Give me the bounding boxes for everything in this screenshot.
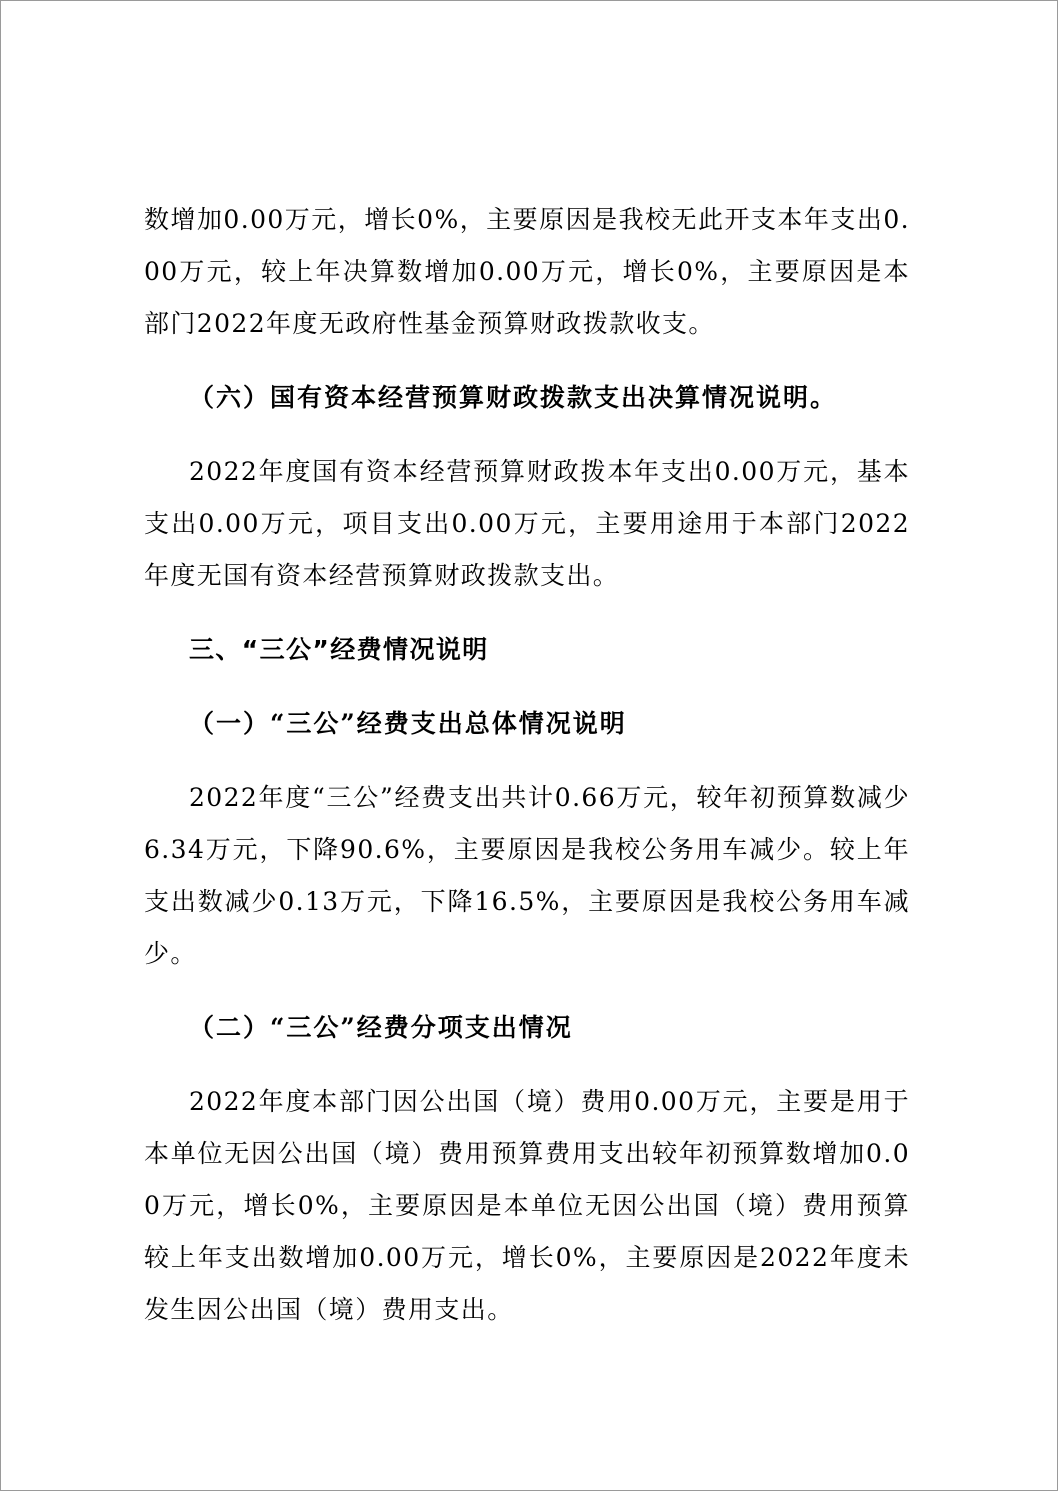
paragraph-overseas-travel: 2022年度本部门因公出国（境）费用0.00万元，主要是用于本单位无因公出国（境）费用预算费用支出较年初预算数增加0.00万元，增长0%，主要原因是本单位无因公出国（境）费用预算较上年支出数增加0.00万元，增长0%，主要原因是2022年度未发生因公出国（境）费用支出。: [144, 1087, 910, 1324]
subheading-three-public-overall: （一）“三公”经费支出总体情况说明: [189, 709, 627, 738]
subheading-state-capital-budget: （六）国有资本经营预算财政拨款支出决算情况说明。: [189, 383, 838, 412]
paragraph-state-capital-budget: 2022年度国有资本经营预算财政拨本年支出0.00万元，基本支出0.00万元，项目支出0.00万元，主要用途用于本部门2022年度无国有资本经营预算财政拨款支出。: [144, 457, 910, 590]
paragraph-continuation: 数增加0.00万元，增长0%，主要原因是我校无此开支本年支出0.00万元，较上年决算数增加0.00万元，增长0%，主要原因是本部门2022年度无政府性基金预算财政拨款收支。: [144, 205, 910, 338]
paragraph-three-public-overall: 2022年度“三公”经费支出共计0.66万元，较年初预算数减少6.34万元，下降90.6%，主要原因是我校公务用车减少。较上年支出数减少0.13万元，下降16.5%，主要原因是我校公务用车减少。: [144, 783, 910, 968]
subheading-three-public-items: （二）“三公”经费分项支出情况: [189, 1013, 573, 1042]
section-heading-three-public: 三、“三公”经费情况说明: [189, 635, 489, 664]
document-body: [144, 194, 910, 1336]
